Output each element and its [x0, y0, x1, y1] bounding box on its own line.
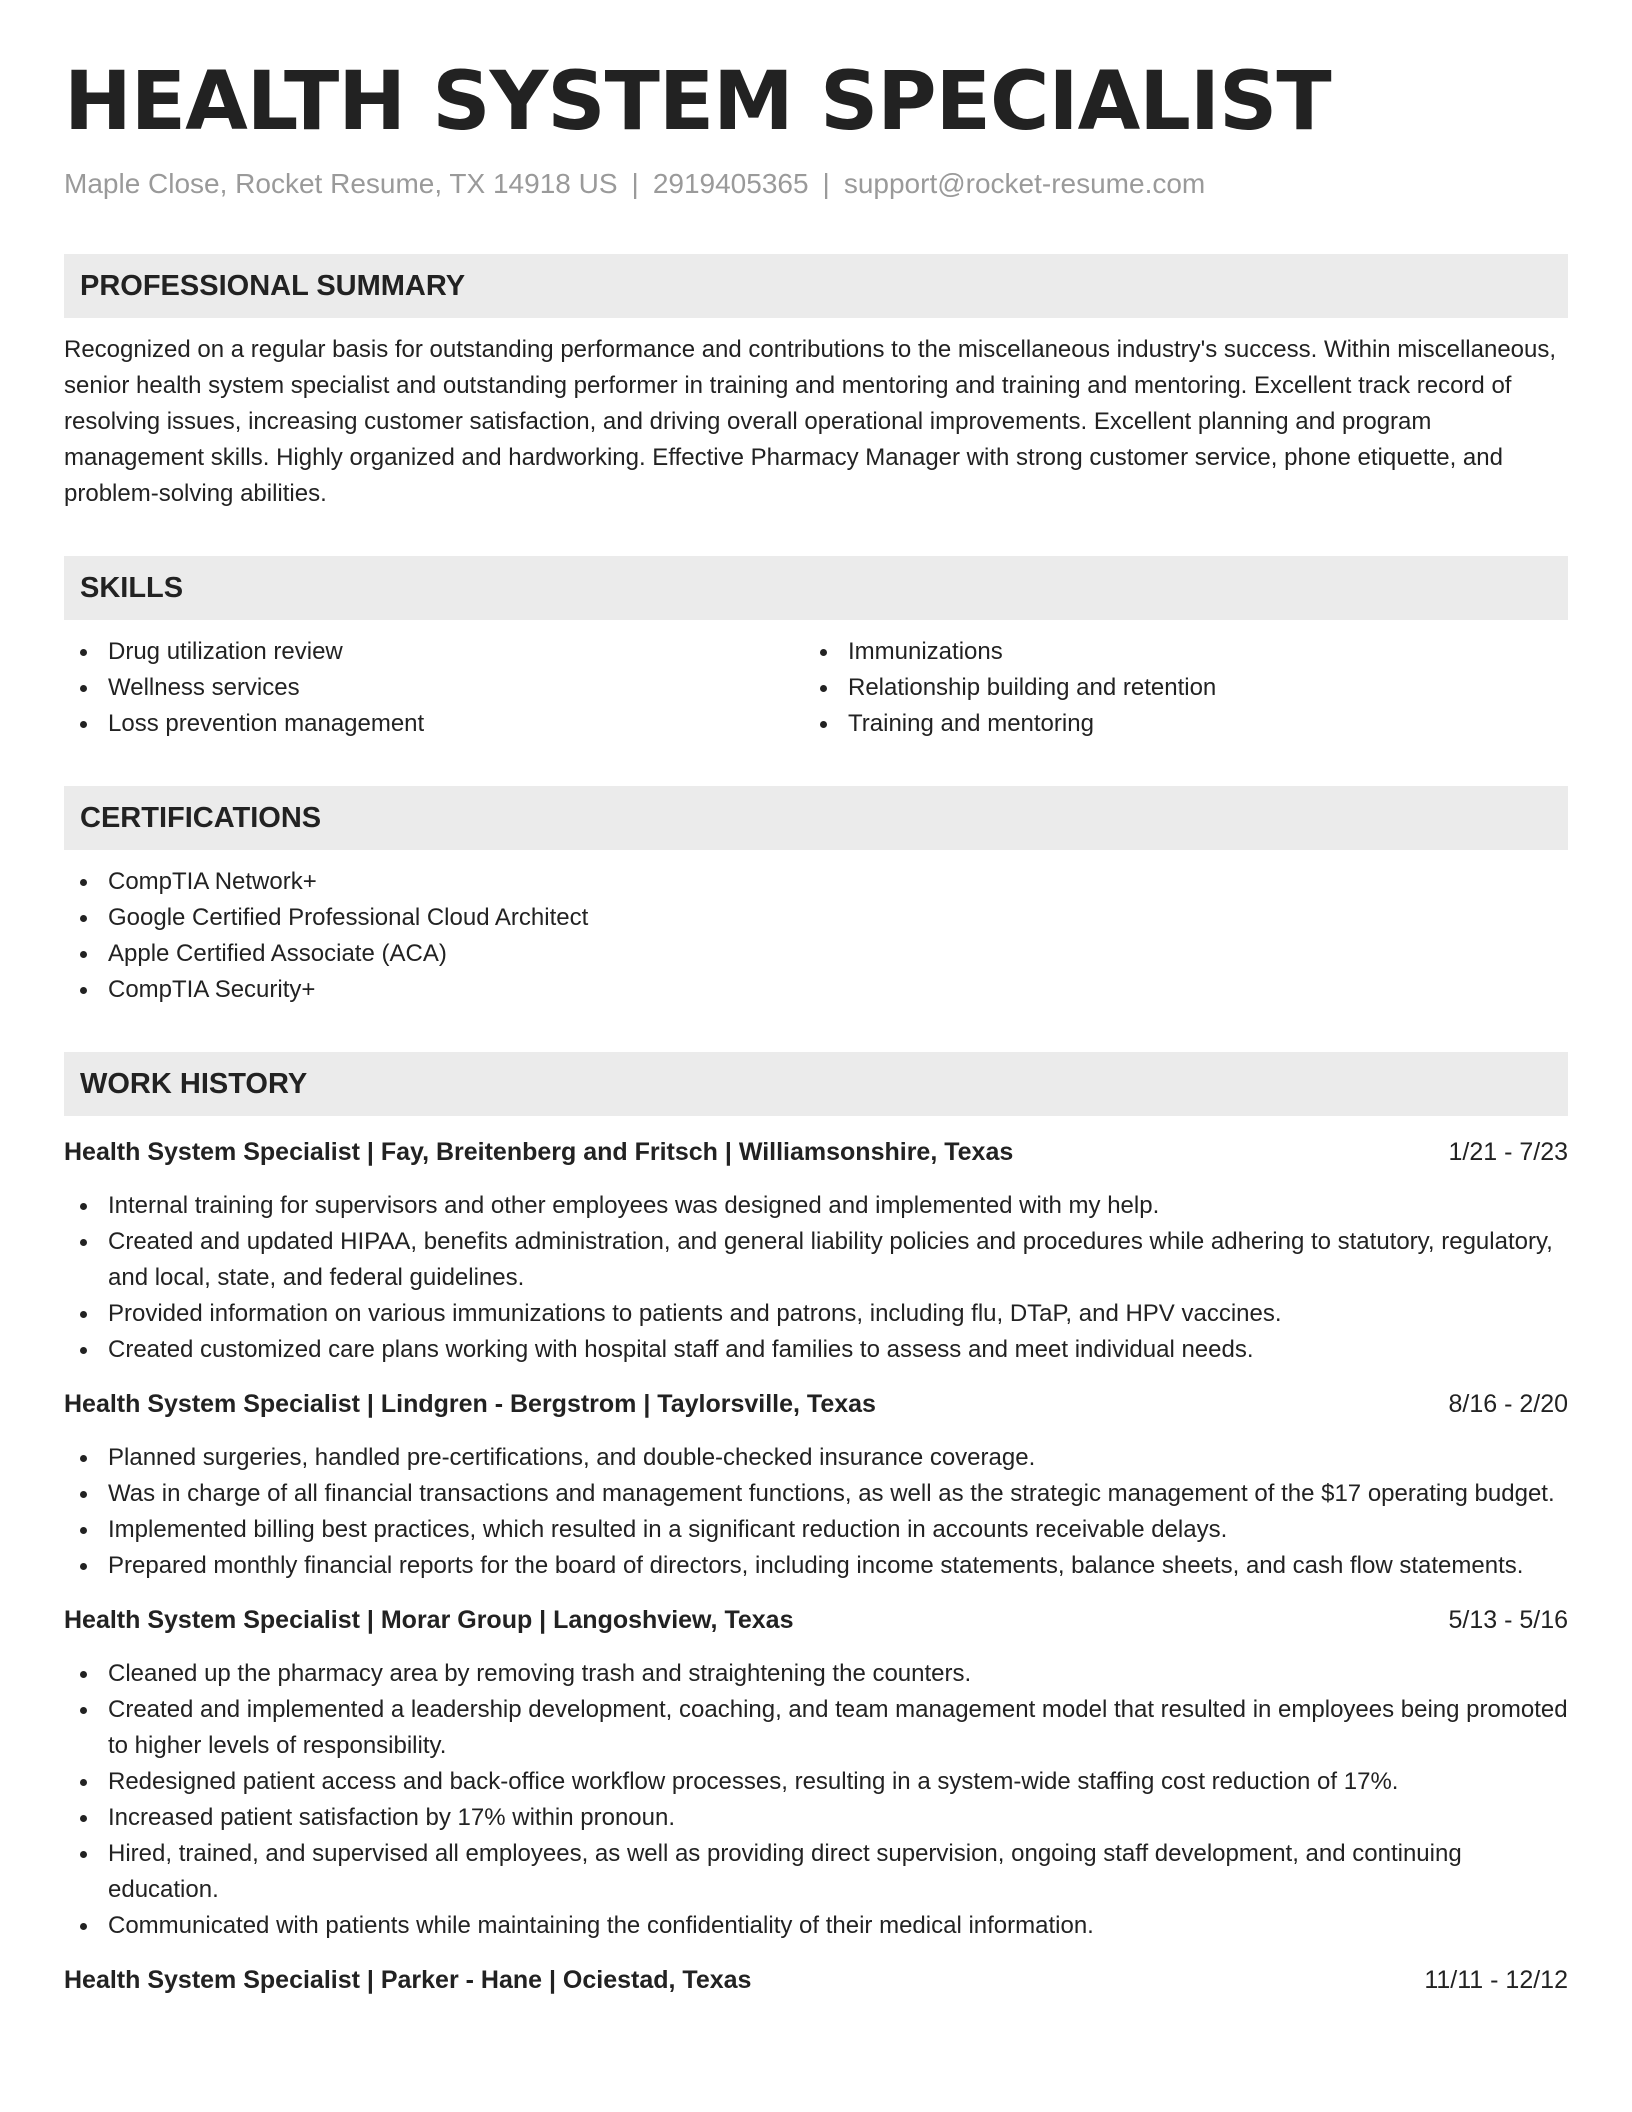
job-bullet: Provided information on various immunizations to patients and patrons, including flu, DTaP, and HPV vaccines. [64, 1296, 1568, 1332]
job-bullet: Internal training for supervisors and other employees was designed and implemented with my help. [64, 1188, 1568, 1224]
job-bullet: Created and implemented a leadership development, coaching, and team management model that resulted in employees being promoted to higher levels of responsibility. [64, 1692, 1568, 1764]
job-bullet: Prepared monthly financial reports for the board of directors, including income statements, balance sheets, and cash flow statements. [64, 1548, 1568, 1584]
contact-email: support@rocket-resume.com [843, 168, 1206, 199]
job-dates: 1/21 - 7/23 [1448, 1138, 1568, 1166]
skill-item: Immunizations [804, 634, 1544, 670]
section-title-certifications: CERTIFICATIONS [80, 801, 322, 834]
job-title: Health System Specialist | Parker - Hane | Ociestad, Texas [64, 1966, 752, 1994]
job-bullet: Cleaned up the pharmacy area by removing trash and straightening the counters. [64, 1656, 1568, 1692]
job-entry [64, 1602, 1568, 1944]
job-bullet: Hired, trained, and supervised all employees, as well as providing direct supervision, ongoing staff development, and continuing education. [64, 1836, 1568, 1908]
skills-list [64, 634, 1568, 742]
job-bullet: Redesigned patient access and back-office workflow processes, resulting in a system-wide staffing cost reduction of 17%. [64, 1764, 1568, 1800]
job-dates: 8/16 - 2/20 [1448, 1390, 1568, 1418]
skill-item: Training and mentoring [804, 706, 1544, 742]
certification-item: Google Certified Professional Cloud Architect [64, 900, 1568, 936]
job-header [64, 1134, 1568, 1170]
job-bullet: Was in charge of all financial transactions and management functions, as well as the strategic management of the $17 operating budget. [64, 1476, 1568, 1512]
job-bullets [64, 1188, 1568, 1368]
job-title: Health System Specialist | Morar Group | Langoshview, Texas [64, 1606, 794, 1634]
skill-item: Drug utilization review [64, 634, 804, 670]
section-header-skills [64, 556, 1568, 620]
job-bullet: Increased patient satisfaction by 17% within pronoun. [64, 1800, 1568, 1836]
job-header [64, 1386, 1568, 1422]
skill-item: Relationship building and retention [804, 670, 1544, 706]
section-header-summary [64, 254, 1568, 318]
skills-column-right [804, 634, 1544, 742]
section-title-skills: SKILLS [80, 571, 184, 604]
contact-separator: | [631, 168, 639, 199]
job-bullet: Created and updated HIPAA, benefits administration, and general liability policies and procedures while adhering to statutory, regulatory, and local, state, and federal guidelines. [64, 1224, 1568, 1296]
certifications-list [64, 864, 1568, 1008]
contact-separator: | [822, 168, 830, 199]
section-title-summary: PROFESSIONAL SUMMARY [80, 269, 466, 302]
job-entry [64, 1962, 1568, 1998]
certification-item: CompTIA Security+ [64, 972, 1568, 1008]
job-bullet: Created customized care plans working with hospital staff and families to assess and meet individual needs. [64, 1332, 1568, 1368]
contact-address: Maple Close, Rocket Resume, TX 14918 US [64, 168, 618, 199]
skill-item: Loss prevention management [64, 706, 804, 742]
section-title-work-history: WORK HISTORY [80, 1067, 308, 1100]
certification-item: CompTIA Network+ [64, 864, 1568, 900]
job-bullet: Planned surgeries, handled pre-certifications, and double-checked insurance coverage. [64, 1440, 1568, 1476]
job-entry [64, 1386, 1568, 1584]
job-dates: 5/13 - 5/16 [1448, 1606, 1568, 1634]
job-header [64, 1962, 1568, 1998]
job-entry [64, 1134, 1568, 1368]
job-bullet: Communicated with patients while maintaining the confidentiality of their medical information. [64, 1908, 1568, 1944]
page-title: HEALTH SYSTEM SPECIALIST [64, 55, 1331, 149]
job-title: Health System Specialist | Lindgren - Bergstrom | Taylorsville, Texas [64, 1390, 876, 1418]
section-header-certifications [64, 786, 1568, 850]
job-dates: 11/11 - 12/12 [1424, 1966, 1568, 1994]
skills-column-left [64, 634, 804, 742]
contact-phone: 2919405365 [652, 168, 809, 199]
job-bullet: Implemented billing best practices, which resulted in a significant reduction in accounts receivable delays. [64, 1512, 1568, 1548]
job-title: Health System Specialist | Fay, Breitenberg and Fritsch | Williamsonshire, Texas [64, 1138, 1014, 1166]
contact-line [64, 166, 1568, 202]
certification-item: Apple Certified Associate (ACA) [64, 936, 1568, 972]
job-bullets [64, 1440, 1568, 1584]
skill-item: Wellness services [64, 670, 804, 706]
section-header-work-history [64, 1052, 1568, 1116]
job-header [64, 1602, 1568, 1638]
job-bullets [64, 1656, 1568, 1944]
summary-text: Recognized on a regular basis for outstanding performance and contributions to the miscellaneous industry's success. Within miscellaneous, senior health system specialist and outstanding performer in training and mentoring and training and mentoring. Excellent track record of resolving issues, increasing customer satisfaction, and driving overall operational improvements. Excellent planning and program management skills. Highly organized and hardworking. Effective Pharmacy Manager with strong customer service, phone etiquette, and problem-solving abilities. [64, 336, 1557, 507]
